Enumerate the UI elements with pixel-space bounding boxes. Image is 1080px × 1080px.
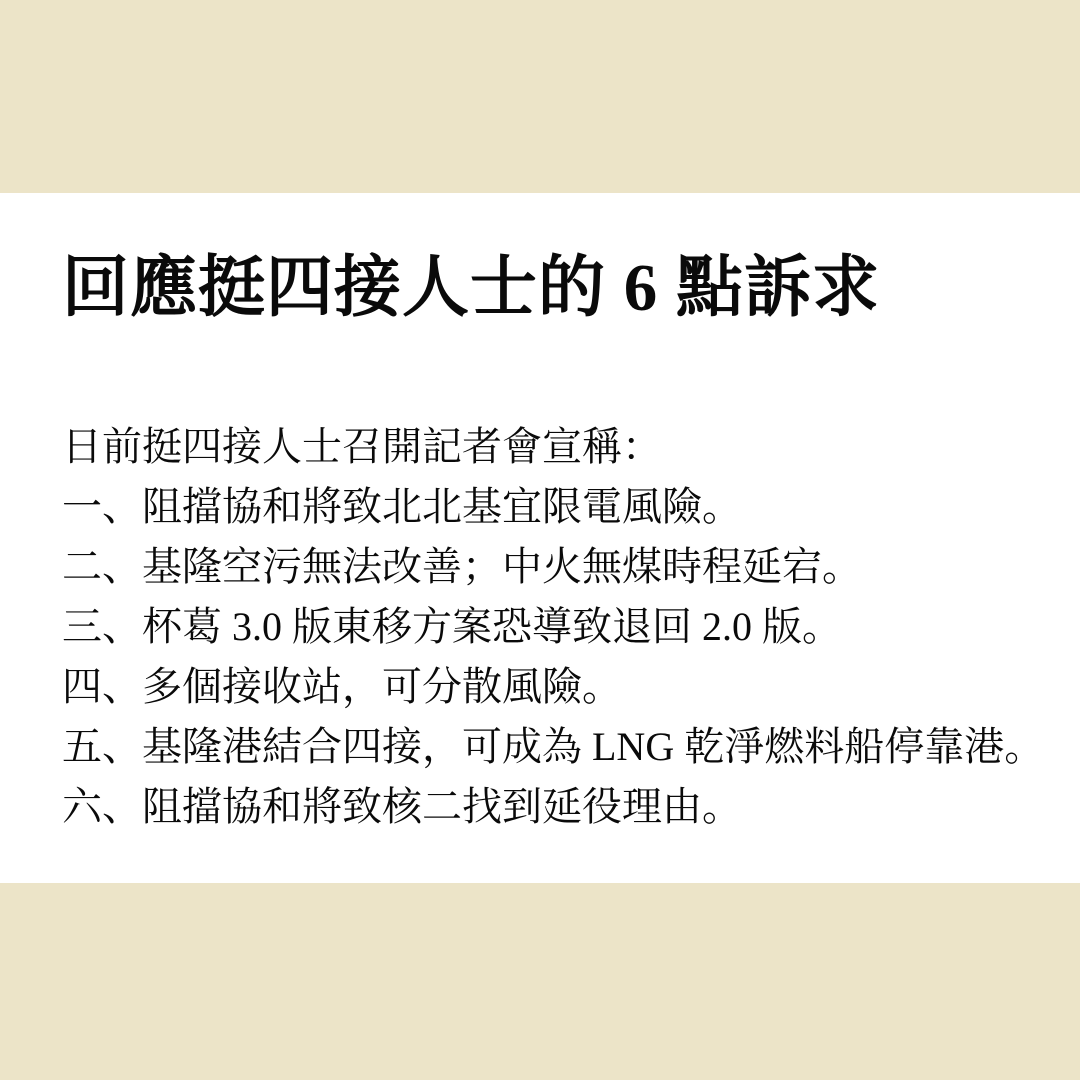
point-2: 二、基隆空污無法改善；中火無煤時程延宕。 (62, 544, 862, 589)
point-5: 五、基隆港結合四接，可成為 LNG 乾淨燃料船停靠港。 (62, 724, 1045, 769)
point-6: 六、阻擋協和將致核二找到延役理由。 (62, 784, 742, 829)
slide-body (62, 417, 1052, 837)
intro-line: 日前挺四接人士召開記者會宣稱： (62, 424, 662, 469)
point-1: 一、阻擋協和將致北北基宜限電風險。 (62, 484, 742, 529)
slide-title: 回應挺四接人士的 6 點訴求 (62, 251, 880, 325)
point-4: 四、多個接收站，可分散風險。 (62, 664, 622, 709)
point-3: 三、杯葛 3.0 版東移方案恐導致退回 2.0 版。 (62, 604, 842, 649)
